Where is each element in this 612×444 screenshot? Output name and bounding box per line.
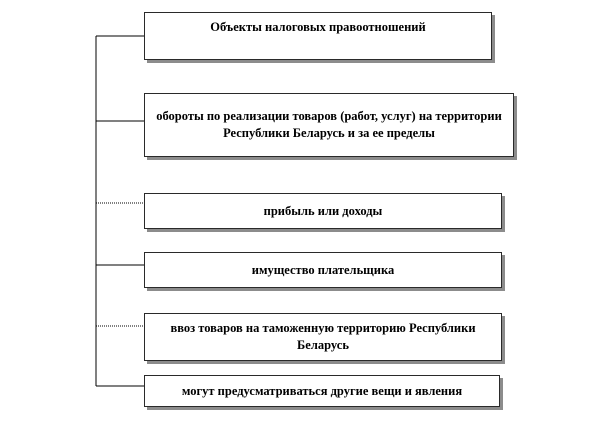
item-box-other: [144, 375, 500, 407]
item-box-profit: [144, 193, 502, 229]
item-label: имущество плательщика: [251, 262, 395, 277]
item-box-import: [144, 313, 502, 361]
item-label: обороты по реализации товаров (работ, услуг) на территории Республики Беларусь и за ее пределы: [156, 109, 502, 140]
item-label: ввоз товаров на таможенную территорию Республики Беларусь: [170, 321, 476, 352]
item-box-property: [144, 252, 502, 288]
item-box-turnover: [144, 93, 514, 157]
item-label: могут предусматриваться другие вещи и явления: [181, 383, 463, 398]
item-label: прибыль или доходы: [263, 203, 383, 218]
title-label: Объекты налоговых правоотношений: [210, 20, 426, 34]
title-box: [144, 12, 492, 60]
